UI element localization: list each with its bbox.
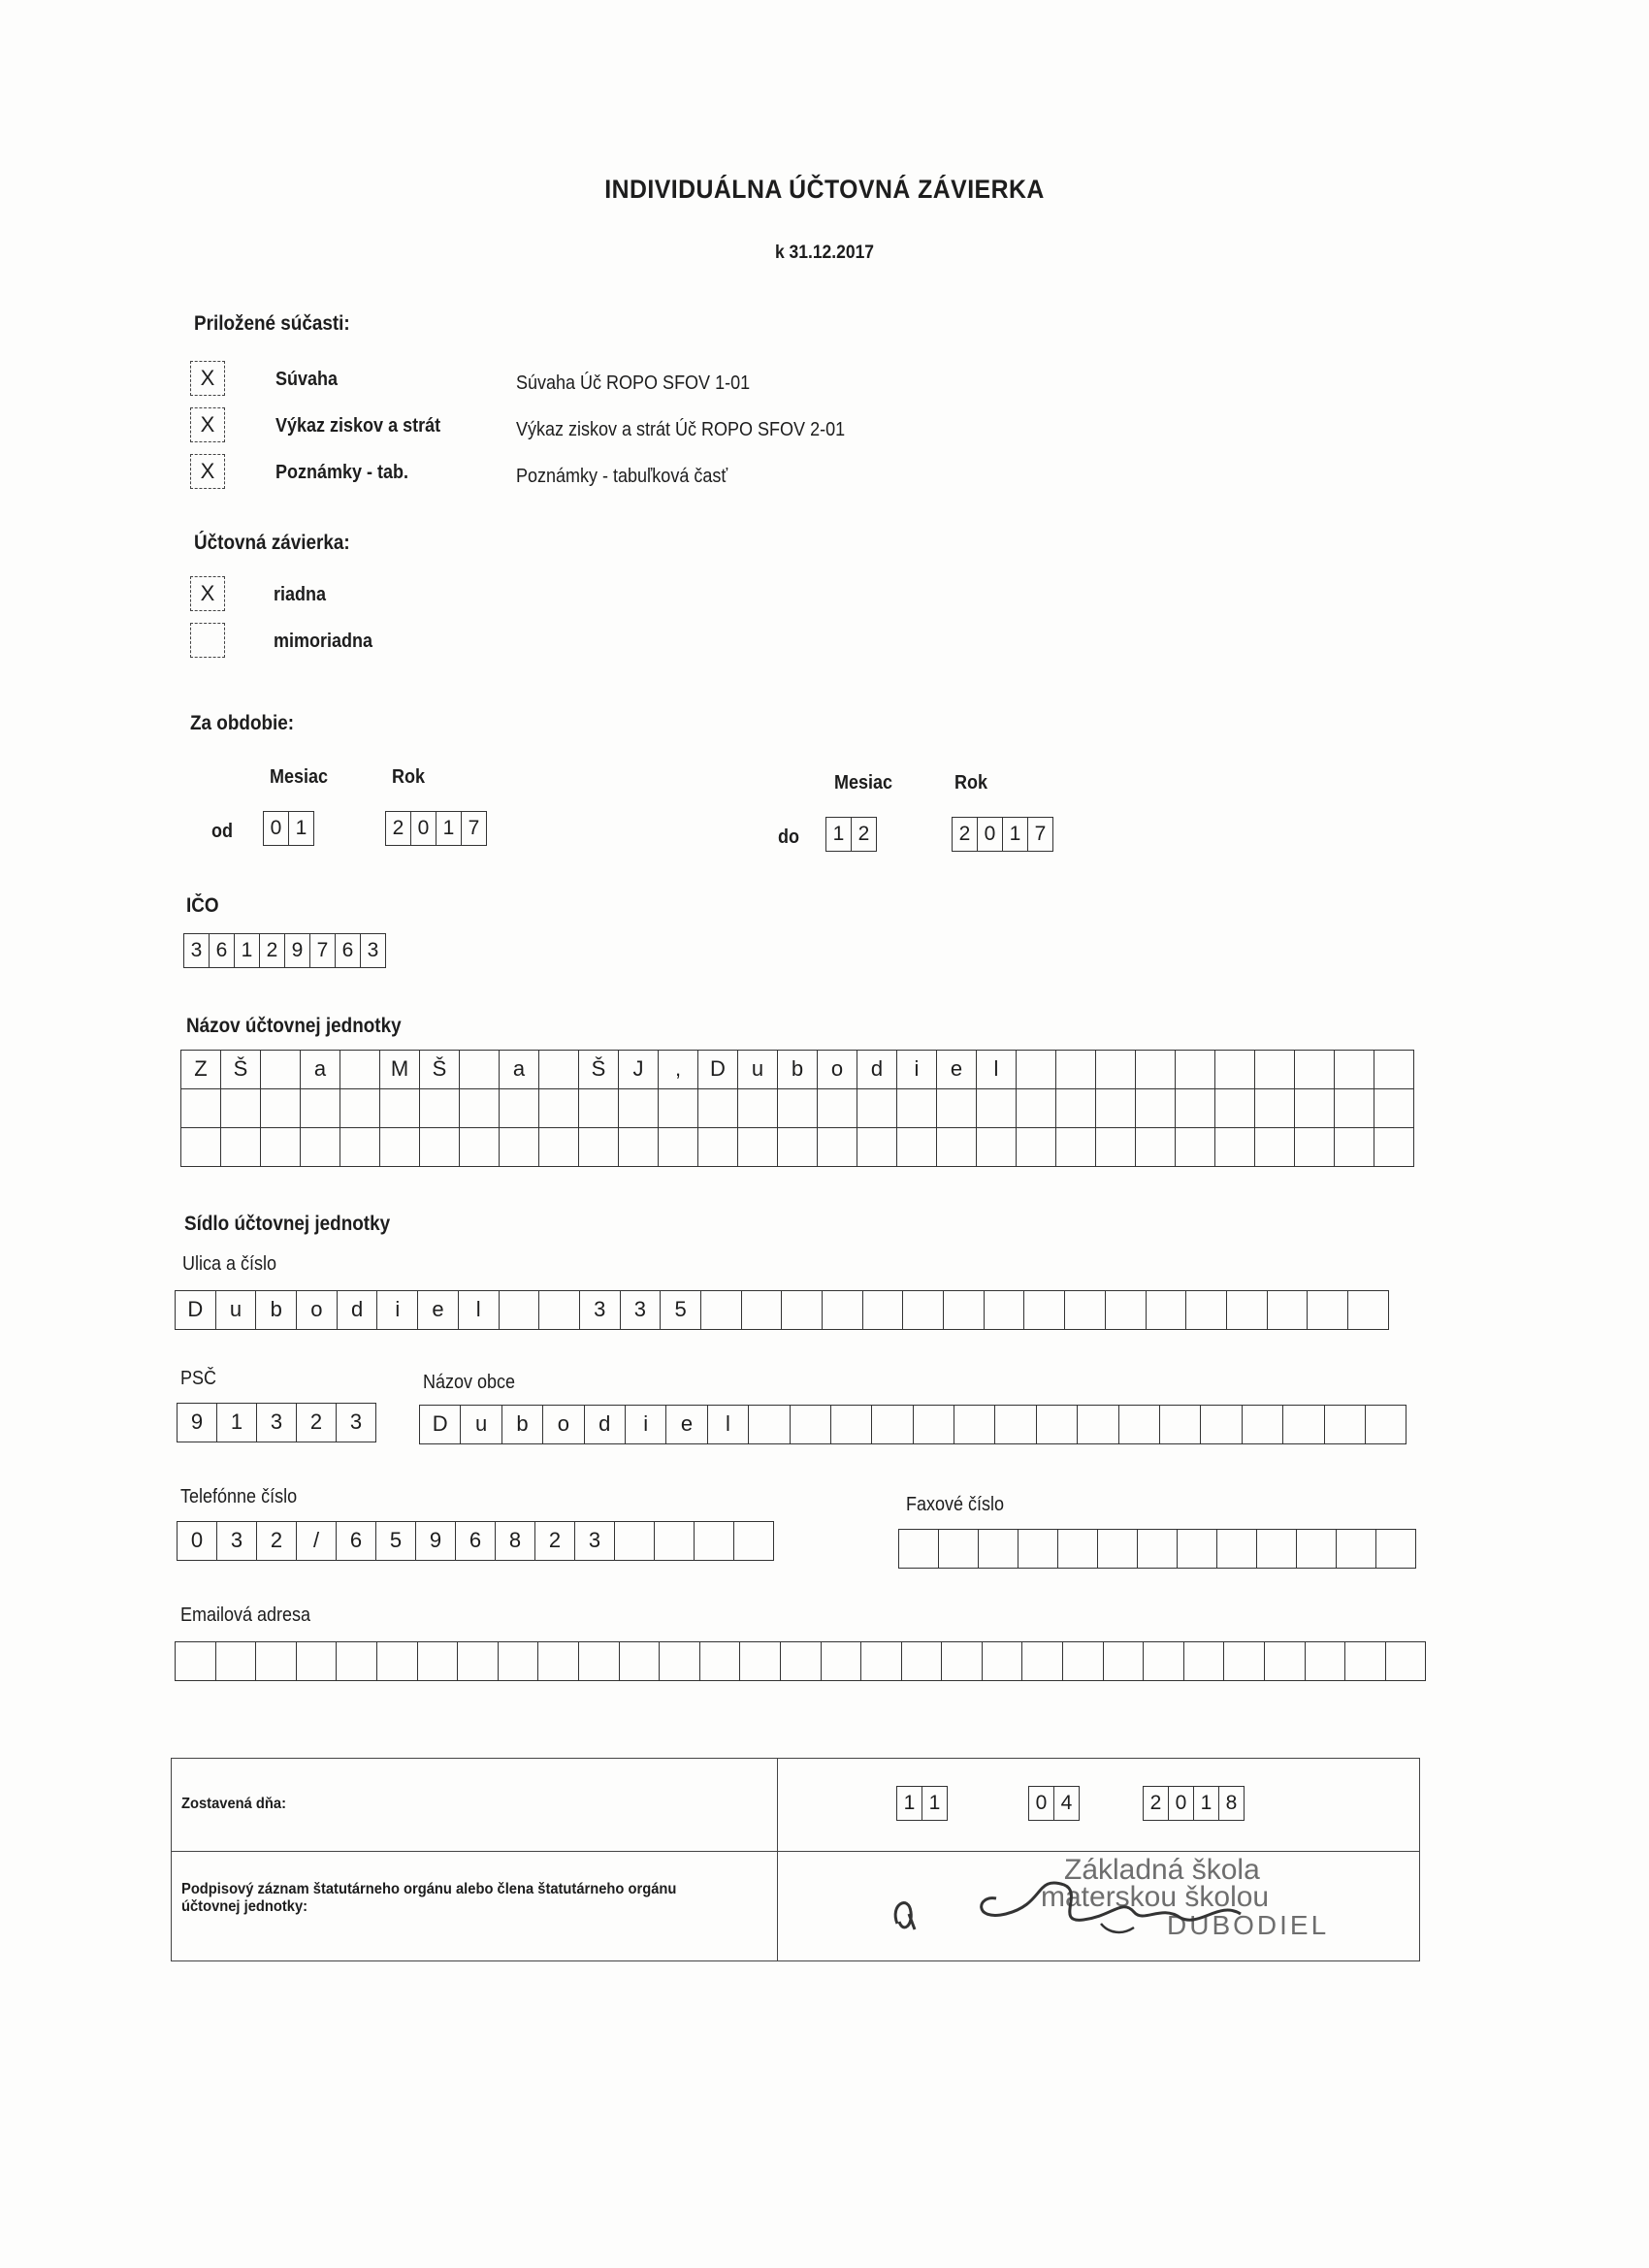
letter-cell[interactable] [1096,1051,1136,1089]
letter-cell[interactable] [499,1642,539,1681]
digit-cell[interactable]: 3 [360,933,386,968]
letter-cell[interactable] [1017,1051,1056,1089]
letter-cell[interactable] [1136,1128,1176,1167]
letter-cell[interactable] [500,1291,540,1330]
letter-cell[interactable] [1058,1530,1098,1569]
letter-cell[interactable] [1265,1642,1306,1681]
attachment-name-poznamky: Poznámky - tab. [275,462,409,483]
letter-cell[interactable] [1283,1406,1324,1444]
from-month-cells[interactable] [264,811,314,846]
letter-cell[interactable]: i [377,1291,418,1330]
letter-cell[interactable] [579,1128,619,1167]
digit-cell[interactable]: 2 [385,811,411,846]
phone-grid[interactable] [177,1521,774,1561]
letter-cell[interactable]: l [459,1291,500,1330]
letter-cell[interactable] [944,1291,985,1330]
letter-cell[interactable] [1096,1128,1136,1167]
letter-cell[interactable] [216,1642,257,1681]
digit-cell[interactable]: 2 [851,817,877,852]
letter-cell[interactable] [539,1128,579,1167]
letter-cell[interactable] [822,1642,862,1681]
letter-cell[interactable] [500,1089,539,1128]
letter-cell[interactable] [857,1128,897,1167]
letter-cell[interactable] [460,1128,500,1167]
letter-cell[interactable] [1147,1291,1187,1330]
digit-cell[interactable]: 0 [263,811,289,846]
letter-cell[interactable] [983,1642,1023,1681]
closing-checkbox-mimoriadna[interactable] [190,623,225,658]
closing-type-heading: Účtovná závierka: [194,532,350,554]
letter-cell[interactable] [620,1642,661,1681]
letter-cell[interactable] [1119,1406,1160,1444]
letter-cell[interactable] [1374,1128,1414,1167]
digit-cell[interactable]: 0 [977,817,1003,852]
letter-cell[interactable] [1017,1089,1056,1128]
letter-cell[interactable] [1176,1128,1215,1167]
fax-label: Faxové číslo [906,1494,1005,1515]
letter-cell[interactable]: 1 [217,1404,257,1442]
letter-cell[interactable] [1056,1128,1096,1167]
street-label: Ulica a číslo [182,1253,277,1275]
letter-cell[interactable]: o [297,1291,338,1330]
fax-grid[interactable] [898,1529,1416,1569]
digit-cell[interactable]: 0 [1168,1786,1194,1821]
digit-cell[interactable]: 1 [288,811,314,846]
to-year-label: Rok [954,772,988,794]
letter-cell[interactable] [781,1642,822,1681]
letter-cell[interactable] [659,1089,698,1128]
letter-cell[interactable] [1295,1128,1335,1167]
digit-cell[interactable]: 2 [952,817,978,852]
letter-cell[interactable]: Š [579,1051,619,1089]
letter-cell[interactable]: 5 [661,1291,701,1330]
letter-cell[interactable] [1335,1089,1374,1128]
letter-cell[interactable] [1335,1051,1374,1089]
letter-cell[interactable] [1065,1291,1106,1330]
from-month-label: Mesiac [270,766,329,788]
letter-cell[interactable] [176,1642,216,1681]
letter-cell[interactable] [1176,1089,1215,1128]
attachment-desc-suvaha: Súvaha Úč ROPO SFOV 1-01 [516,373,751,394]
stamp-line-2: materskou školou [1041,1881,1270,1913]
signature-record-label: Podpisový záznam štatutárneho orgánu alebo člena štatutárneho orgánu účtovnej jednotky: [181,1881,677,1915]
letter-cell[interactable]: o [543,1406,584,1444]
to-month-label: Mesiac [834,772,893,794]
letter-cell[interactable] [539,1089,579,1128]
digit-cell[interactable]: 7 [309,933,336,968]
digit-cell[interactable]: 6 [209,933,235,968]
letter-cell[interactable] [1295,1089,1335,1128]
letter-cell[interactable] [742,1291,783,1330]
letter-cell[interactable]: / [297,1522,337,1561]
letter-cell[interactable]: e [937,1051,977,1089]
attachment-checkbox-suvaha[interactable]: X [190,361,225,396]
letter-cell[interactable] [380,1128,420,1167]
attachments-heading: Priložené súčasti: [194,312,350,335]
letter-cell[interactable] [420,1128,460,1167]
attachment-checkbox-vykaz[interactable]: X [190,407,225,442]
letter-cell[interactable] [1056,1089,1096,1128]
letter-cell[interactable]: a [301,1051,340,1089]
letter-cell[interactable]: b [778,1051,818,1089]
letter-cell[interactable] [181,1089,221,1128]
attachment-name-suvaha: Súvaha [275,369,339,390]
letter-cell[interactable] [937,1128,977,1167]
digit-cell[interactable]: 1 [896,1786,922,1821]
letter-cell[interactable] [380,1089,420,1128]
ico-label: IČO [186,894,219,917]
letter-cell[interactable]: 2 [297,1404,337,1442]
letter-cell[interactable] [985,1291,1025,1330]
letter-cell[interactable] [539,1051,579,1089]
letter-cell[interactable]: 3 [575,1522,615,1561]
letter-cell[interactable] [861,1642,902,1681]
closing-label-riadna: riadna [274,584,327,605]
digit-cell[interactable]: 2 [259,933,285,968]
digit-cell[interactable]: 1 [825,817,852,852]
letter-cell[interactable] [749,1406,790,1444]
letter-cell[interactable] [818,1089,857,1128]
letter-cell[interactable] [1017,1128,1056,1167]
letter-cell[interactable] [995,1406,1036,1444]
letter-cell[interactable]: i [626,1406,666,1444]
letter-cell[interactable] [700,1642,741,1681]
psc-label: PSČ [180,1368,217,1389]
letter-cell[interactable] [1376,1530,1416,1569]
letter-cell[interactable] [460,1089,500,1128]
stamp-line-1: Základná škola [1064,1854,1260,1886]
compiled-day-cells[interactable] [897,1786,948,1821]
digit-cell[interactable]: 0 [1028,1786,1054,1821]
letter-cell[interactable] [1215,1051,1255,1089]
email-grid[interactable] [175,1641,1426,1681]
letter-cell[interactable] [1268,1291,1309,1330]
city-label: Názov obce [423,1372,516,1393]
letter-cell[interactable] [1306,1642,1346,1681]
letter-cell[interactable]: o [818,1051,857,1089]
letter-cell[interactable]: a [500,1051,539,1089]
closing-checkbox-riadna[interactable]: X [190,576,225,611]
letter-cell[interactable] [181,1128,221,1167]
letter-cell[interactable] [778,1128,818,1167]
letter-cell[interactable] [1255,1128,1295,1167]
digit-cell[interactable]: 1 [436,811,462,846]
letter-cell[interactable] [1186,1291,1227,1330]
attachment-name-vykaz: Výkaz ziskov a strát [275,415,441,437]
compiled-year-cells[interactable] [1144,1786,1245,1821]
letter-cell[interactable] [1078,1406,1118,1444]
letter-cell[interactable] [1345,1642,1386,1681]
letter-cell[interactable] [538,1642,579,1681]
letter-cell[interactable] [738,1089,778,1128]
letter-cell[interactable] [1176,1051,1215,1089]
letter-cell[interactable] [1386,1642,1427,1681]
letter-cell[interactable]: J [619,1051,659,1089]
from-label: od [211,821,233,842]
letter-cell[interactable]: 3 [621,1291,662,1330]
letter-cell[interactable]: b [502,1406,543,1444]
letter-cell[interactable]: 5 [376,1522,416,1561]
letter-cell[interactable] [1136,1051,1176,1089]
digit-cell[interactable]: 1 [234,933,260,968]
from-year-cells[interactable] [386,811,487,846]
letter-cell[interactable] [1096,1089,1136,1128]
letter-cell[interactable] [823,1291,863,1330]
letter-cell[interactable] [818,1128,857,1167]
letter-cell[interactable]: 3 [217,1522,257,1561]
letter-cell[interactable] [1374,1051,1414,1089]
letter-cell[interactable]: l [708,1406,749,1444]
digit-cell[interactable]: 4 [1053,1786,1080,1821]
letter-cell[interactable] [937,1089,977,1128]
letter-cell[interactable]: D [698,1051,738,1089]
letter-cell[interactable]: 2 [535,1522,575,1561]
city-grid[interactable] [419,1405,1406,1444]
letter-cell[interactable] [1308,1291,1348,1330]
letter-cell[interactable]: 9 [178,1404,217,1442]
letter-cell[interactable] [1106,1291,1147,1330]
letter-cell[interactable] [857,1089,897,1128]
letter-cell[interactable] [782,1291,823,1330]
attachment-desc-vykaz: Výkaz ziskov a strát Úč ROPO SFOV 2-01 [516,419,846,440]
document-date: k 31.12.2017 [774,243,875,263]
letter-cell[interactable] [698,1089,738,1128]
from-year-label: Rok [392,766,426,788]
letter-cell[interactable]: Š [420,1051,460,1089]
letter-cell[interactable] [701,1291,742,1330]
phone-label: Telefónne číslo [180,1486,298,1507]
digit-cell[interactable]: 7 [1027,817,1053,852]
letter-cell[interactable] [1018,1530,1058,1569]
letter-cell[interactable] [420,1089,460,1128]
letter-cell[interactable] [221,1128,261,1167]
letter-cell[interactable] [778,1089,818,1128]
signature-table [171,1758,1420,1961]
digit-cell[interactable]: 1 [1002,817,1028,852]
letter-cell[interactable] [659,1128,698,1167]
letter-cell[interactable] [791,1406,831,1444]
compiled-month-cells[interactable] [1029,1786,1080,1821]
letter-cell[interactable] [1257,1530,1297,1569]
email-label: Emailová adresa [180,1604,311,1626]
letter-cell[interactable] [1337,1530,1376,1569]
letter-cell[interactable] [1063,1642,1104,1681]
letter-cell[interactable] [914,1406,954,1444]
digit-cell[interactable]: 0 [410,811,436,846]
letter-cell[interactable] [698,1128,738,1167]
letter-cell[interactable]: i [897,1051,937,1089]
letter-cell[interactable]: 2 [257,1522,297,1561]
letter-cell[interactable] [942,1642,983,1681]
period-heading: Za obdobie: [190,712,295,734]
letter-cell[interactable] [1366,1406,1406,1444]
letter-cell[interactable] [734,1522,774,1561]
digit-cell[interactable]: 9 [284,933,310,968]
letter-cell[interactable] [619,1089,659,1128]
letter-cell[interactable] [297,1642,338,1681]
letter-cell[interactable] [1227,1291,1268,1330]
letter-cell[interactable] [221,1089,261,1128]
letter-cell[interactable] [1138,1530,1178,1569]
letter-cell[interactable] [1022,1642,1063,1681]
letter-cell[interactable] [340,1089,380,1128]
letter-cell[interactable] [695,1522,734,1561]
letter-cell[interactable] [897,1128,937,1167]
letter-cell[interactable] [738,1128,778,1167]
letter-cell[interactable] [301,1089,340,1128]
letter-cell[interactable] [655,1522,695,1561]
letter-cell[interactable] [1215,1128,1255,1167]
letter-cell[interactable] [977,1128,1017,1167]
letter-cell[interactable]: e [666,1406,707,1444]
letter-cell[interactable] [1295,1051,1335,1089]
letter-cell[interactable] [979,1530,1018,1569]
stamp-line-3: DUBODIEL [1167,1910,1330,1940]
letter-cell[interactable] [831,1406,872,1444]
letter-cell[interactable] [902,1642,943,1681]
letter-cell[interactable]: e [418,1291,459,1330]
entity-name-label: Názov účtovnej jednotky [186,1015,402,1037]
attachment-checkbox-poznamky[interactable]: X [190,454,225,489]
letter-cell[interactable]: 3 [257,1404,297,1442]
letter-cell[interactable] [1255,1051,1295,1089]
letter-cell[interactable] [1184,1642,1225,1681]
letter-cell[interactable]: l [977,1051,1017,1089]
letter-cell[interactable]: d [585,1406,626,1444]
letter-cell[interactable] [615,1522,655,1561]
letter-cell[interactable]: D [176,1291,216,1330]
letter-cell[interactable]: 6 [337,1522,376,1561]
letter-cell[interactable] [1255,1089,1295,1128]
to-label: do [778,826,799,848]
letter-cell[interactable] [579,1089,619,1128]
digit-cell[interactable]: 7 [461,811,487,846]
letter-cell[interactable]: 6 [456,1522,496,1561]
letter-cell[interactable] [897,1089,937,1128]
letter-cell[interactable] [740,1642,781,1681]
letter-cell[interactable] [1037,1406,1078,1444]
document-title: INDIVIDUÁLNA ÚČTOVNÁ ZÁVIERKA [604,175,1045,204]
letter-cell[interactable]: M [380,1051,420,1089]
letter-cell[interactable]: 3 [337,1404,376,1442]
letter-cell[interactable] [377,1642,418,1681]
letter-cell[interactable] [619,1128,659,1167]
letter-cell[interactable] [261,1051,301,1089]
letter-cell[interactable] [500,1128,539,1167]
letter-cell[interactable] [460,1051,500,1089]
letter-cell[interactable]: D [420,1406,461,1444]
digit-cell[interactable]: 1 [1193,1786,1219,1821]
psc-grid[interactable] [177,1403,376,1442]
letter-cell[interactable] [1136,1089,1176,1128]
letter-cell[interactable] [340,1051,380,1089]
address-heading: Sídlo účtovnej jednotky [184,1213,391,1235]
letter-cell[interactable] [1224,1642,1265,1681]
letter-cell[interactable] [256,1642,297,1681]
letter-cell[interactable] [579,1642,620,1681]
letter-cell[interactable] [418,1642,459,1681]
letter-cell[interactable]: b [256,1291,297,1330]
to-month-cells[interactable] [826,817,877,852]
to-year-cells[interactable] [953,817,1053,852]
closing-label-mimoriadna: mimoriadna [274,631,373,652]
entity-name-grid[interactable] [180,1050,1414,1167]
letter-cell[interactable] [1243,1406,1283,1444]
letter-cell[interactable]: 0 [178,1522,217,1561]
letter-cell[interactable] [1374,1089,1414,1128]
letter-cell[interactable] [337,1642,377,1681]
letter-cell[interactable]: 8 [496,1522,535,1561]
letter-cell[interactable] [1104,1642,1145,1681]
letter-cell[interactable] [261,1089,301,1128]
digit-cell[interactable]: 6 [335,933,361,968]
letter-cell[interactable] [301,1128,340,1167]
letter-cell[interactable] [977,1089,1017,1128]
letter-cell[interactable] [458,1642,499,1681]
letter-cell[interactable] [1098,1530,1138,1569]
digit-cell[interactable]: 1 [922,1786,948,1821]
letter-cell[interactable] [903,1291,944,1330]
letter-cell[interactable] [660,1642,700,1681]
digit-cell[interactable]: 8 [1218,1786,1245,1821]
letter-cell[interactable] [1215,1089,1255,1128]
letter-cell[interactable] [939,1530,979,1569]
letter-cell[interactable] [1201,1406,1242,1444]
letter-cell[interactable] [539,1291,580,1330]
letter-cell[interactable] [899,1530,939,1569]
letter-cell[interactable]: u [461,1406,501,1444]
letter-cell[interactable] [1024,1291,1065,1330]
handwritten-signature [880,1865,1287,1953]
letter-cell[interactable] [1144,1642,1184,1681]
digit-cell[interactable]: 2 [1143,1786,1169,1821]
compiled-label: Zostavená dňa: [181,1796,286,1812]
letter-cell[interactable] [261,1128,301,1167]
letter-cell[interactable] [863,1291,904,1330]
letter-cell[interactable] [340,1128,380,1167]
letter-cell[interactable] [872,1406,913,1444]
letter-cell[interactable] [1178,1530,1217,1569]
attachment-desc-poznamky: Poznámky - tabuľková časť [516,466,728,487]
letter-cell[interactable] [1297,1530,1337,1569]
letter-cell[interactable] [1217,1530,1257,1569]
letter-cell[interactable]: , [659,1051,698,1089]
letter-cell[interactable]: 9 [416,1522,456,1561]
letter-cell[interactable]: u [216,1291,257,1330]
letter-cell[interactable] [1348,1291,1389,1330]
letter-cell[interactable]: Z [181,1051,221,1089]
letter-cell[interactable] [1160,1406,1201,1444]
letter-cell[interactable] [1325,1406,1366,1444]
letter-cell[interactable]: Š [221,1051,261,1089]
letter-cell[interactable]: d [857,1051,897,1089]
letter-cell[interactable] [1335,1128,1374,1167]
street-grid[interactable] [175,1290,1389,1330]
letter-cell[interactable] [1056,1051,1096,1089]
ico-cells[interactable] [184,933,386,968]
letter-cell[interactable]: u [738,1051,778,1089]
digit-cell[interactable]: 3 [183,933,210,968]
letter-cell[interactable]: d [338,1291,378,1330]
letter-cell[interactable] [954,1406,995,1444]
letter-cell[interactable]: 3 [580,1291,621,1330]
